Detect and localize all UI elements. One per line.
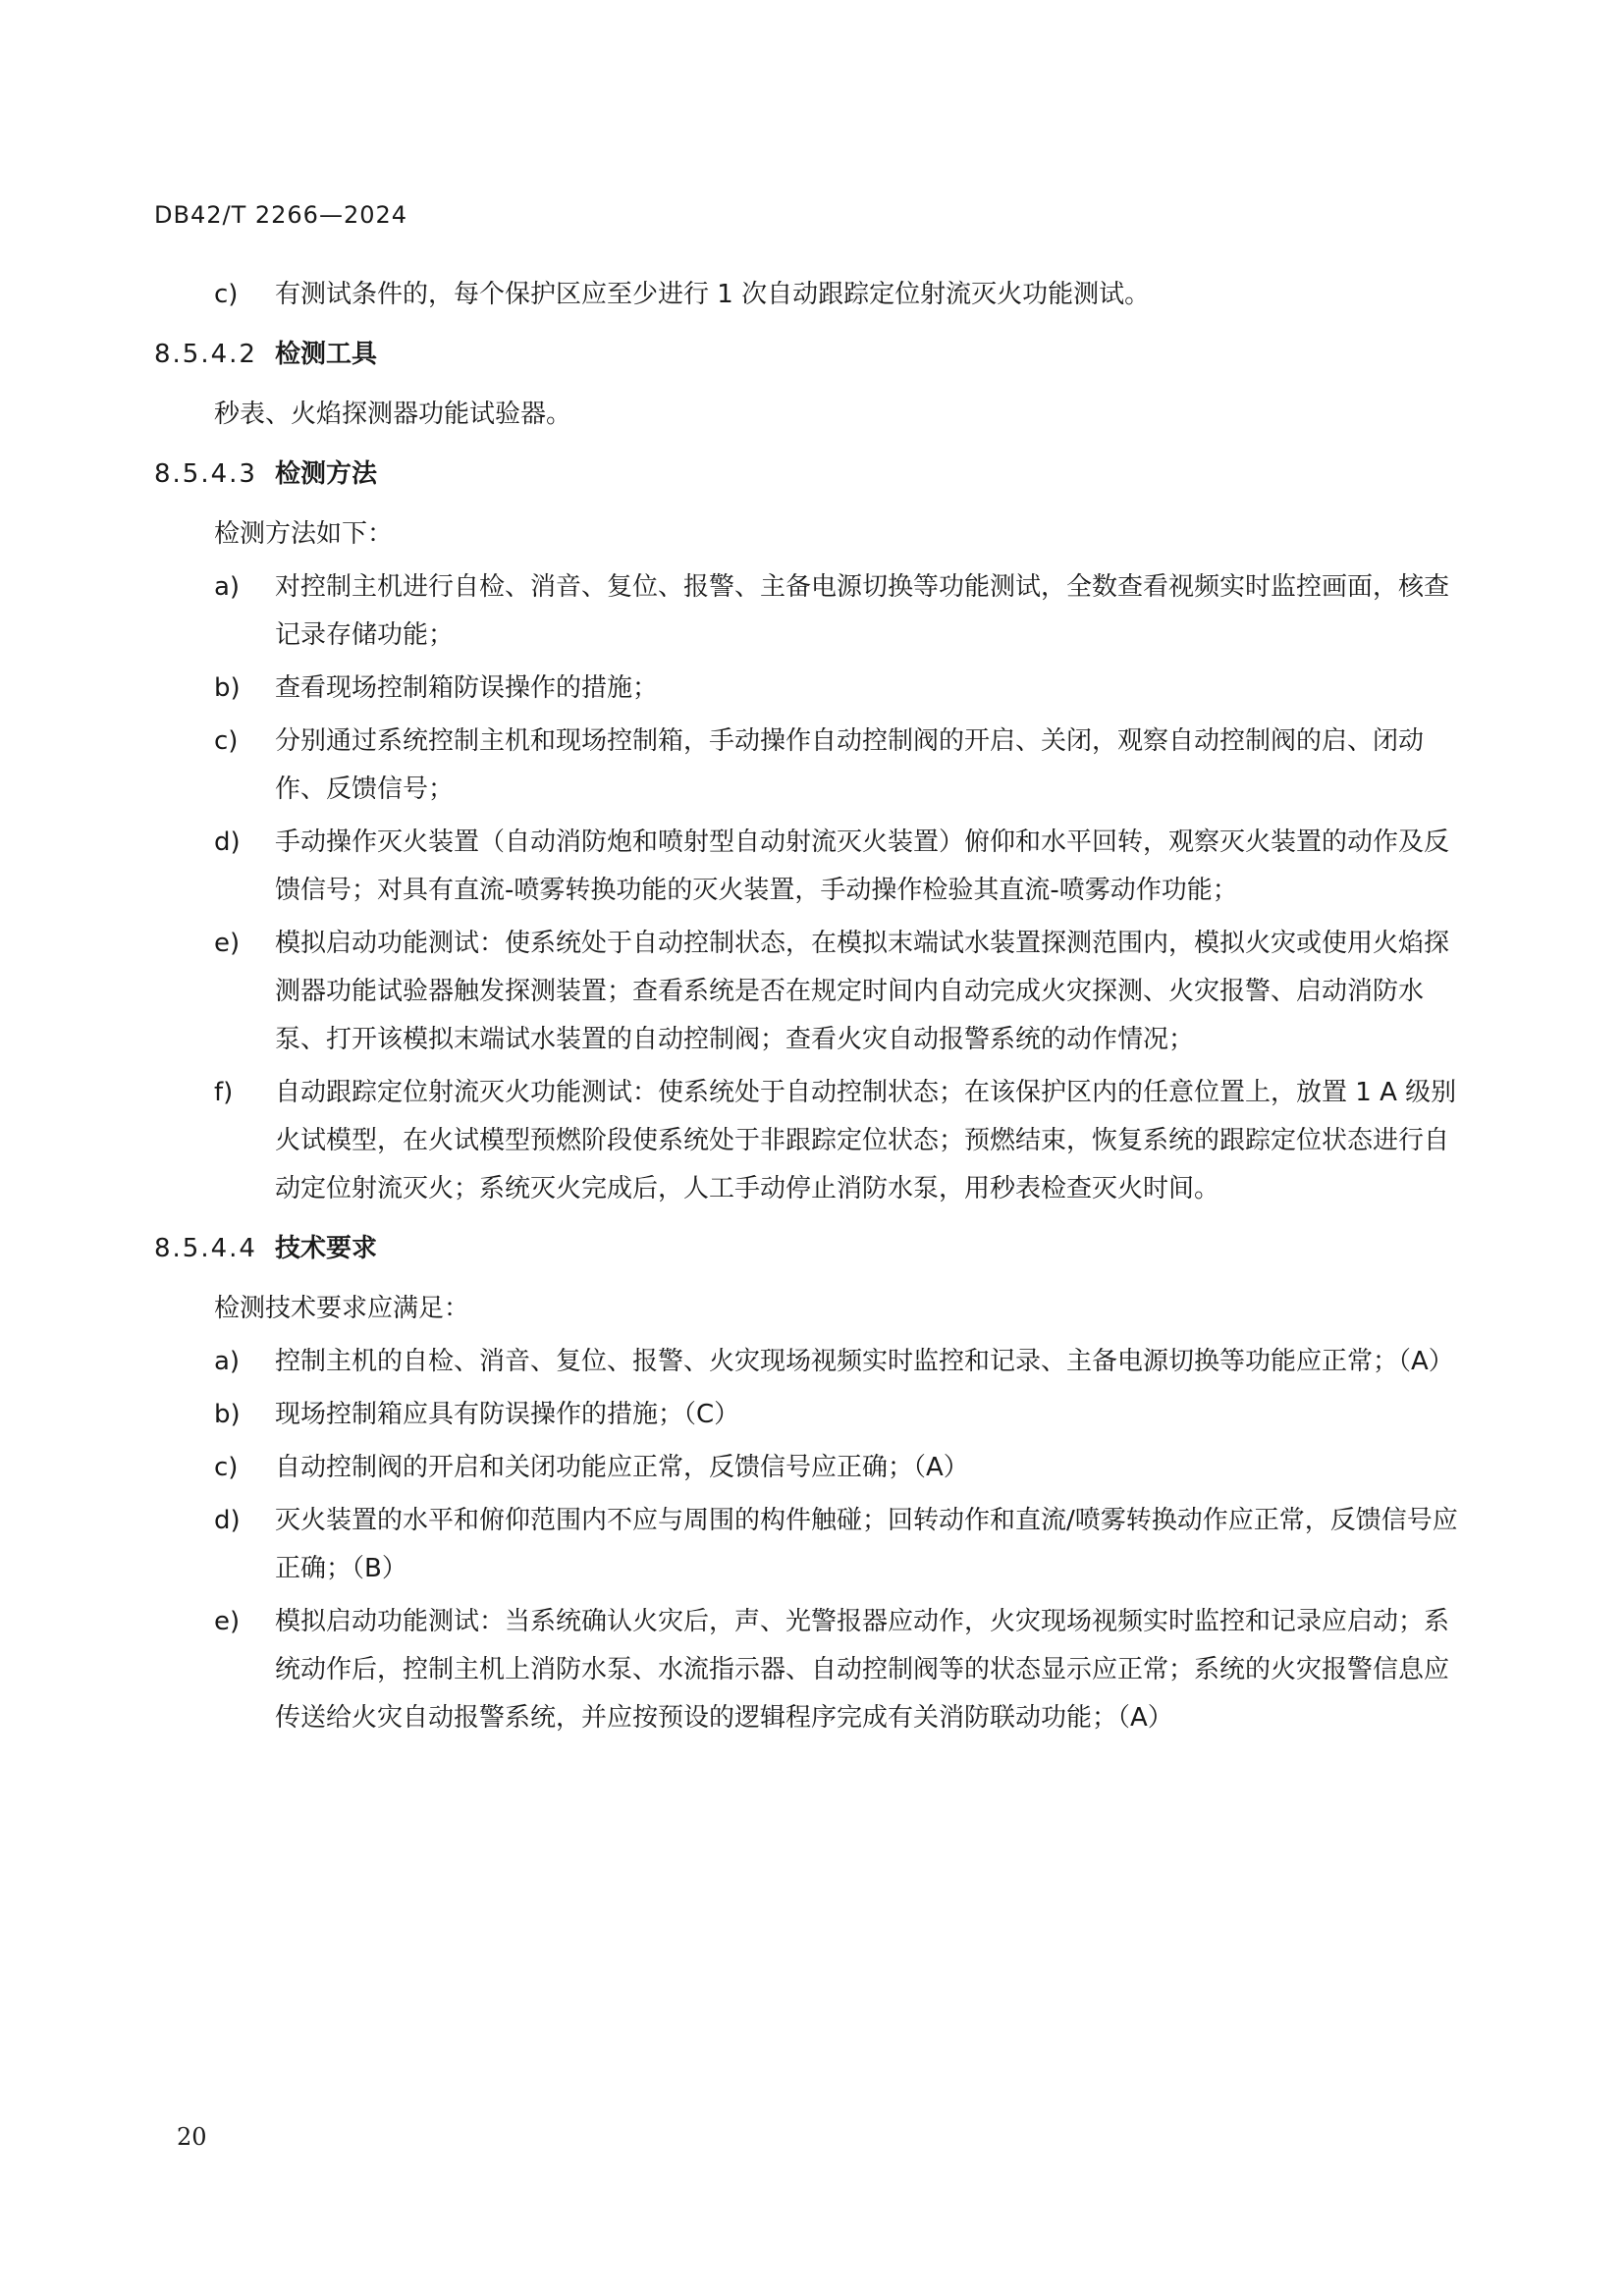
list-item-text: 对控制主机进行自检、消音、复位、报警、主备电源切换等功能测试，全数查看视频实时监控画面，核查记录存储功能； [275,572,1450,650]
section-heading-8-5-4-4 [154,1225,1460,1273]
document-code: DB42/T 2266—2024 [154,201,408,229]
section-intro: 检测方法如下： [214,519,394,549]
list-item [154,665,1460,713]
list-marker: a) [214,1347,241,1376]
list-marker: e) [214,929,241,958]
section-number: 8.5.4.3 [154,459,257,489]
list-marker: b) [214,673,241,703]
section-title: 检测方法 [275,459,378,489]
list-marker: d) [214,1506,241,1535]
list-item-text: 分别通过系统控制主机和现场控制箱，手动操作自动控制阀的开启、关闭，观察自动控制阀的启、闭动作、反馈信号； [275,726,1425,804]
list-item-text: 查看现场控制箱防误操作的措施； [275,673,659,703]
list-item-text: 自动控制阀的开启和关闭功能应正常，反馈信号应正确；（A） [275,1453,969,1482]
list-marker: e) [214,1607,241,1636]
list-marker: c) [214,726,239,756]
section-body: 秒表、火焰探测器功能试验器。 [214,400,572,429]
list-item [154,1598,1460,1742]
section-title: 检测工具 [275,340,378,369]
list-item-text: 手动操作灭火装置（自动消防炮和喷射型自动射流灭火装置）俯仰和水平回转，观察灭火装置的动作及反馈信号；对具有直流-喷雾转换功能的灭火装置，手动操作检验其直流-喷雾动作功能； [275,828,1450,905]
list-marker: c) [214,1453,239,1482]
section-number: 8.5.4.4 [154,1234,257,1263]
list-marker: a) [214,572,241,602]
list-item [154,563,1460,660]
list-item [154,920,1460,1064]
list-item [154,271,1460,319]
list-item-text: 自动跟踪定位射流灭火功能测试：使系统处于自动控制状态；在该保护区内的任意位置上，放置 1 A 级别火试模型，在火试模型预燃阶段使系统处于非跟踪定位状态；预燃结束，恢复系统的跟踪定位状态进行自动定位射流灭火；系统灭火完成后，人工手动停止消防水泵，用秒表检查灭火时间。 [275,1078,1457,1203]
section-heading-8-5-4-3 [154,451,1460,499]
list-item-text: 模拟启动功能测试：当系统确认火灾后，声、光警报器应动作，火灾现场视频实时监控和记录应启动；系统动作后，控制主机上消防水泵、水流指示器、自动控制阀等的状态显示应正常；系统的火灾报警信息应传送给火灾自动报警系统，并应按预设的逻辑程序完成有关消防联动功能；（A） [275,1607,1450,1733]
list-marker: d) [214,828,241,857]
list-item [154,1444,1460,1492]
list-item [154,819,1460,915]
list-item-text: 现场控制箱应具有防误操作的措施；（C） [275,1400,740,1429]
list-item-text: 模拟启动功能测试：使系统处于自动控制状态，在模拟末端试水装置探测范围内，模拟火灾或使用火焰探测器功能试验器触发探测装置；查看系统是否在规定时间内自动完成火灾探测、火灾报警、启动消防水泵、打开该模拟末端试水装置的自动控制阀；查看火灾自动报警系统的动作情况； [275,929,1450,1054]
list-item [154,1069,1460,1213]
page-number: 20 [177,2123,207,2151]
list-marker: f) [214,1078,234,1107]
page-content [154,271,1460,1747]
list-item-text: 有测试条件的，每个保护区应至少进行 1 次自动跟踪定位射流灭火功能测试。 [275,280,1151,309]
list-marker: c) [214,280,239,309]
list-item-text: 灭火装置的水平和俯仰范围内不应与周围的构件触碰；回转动作和直流/喷雾转换动作应正常，反馈信号应正确；（B） [275,1506,1458,1583]
section-intro: 检测技术要求应满足： [214,1294,470,1323]
section-number: 8.5.4.2 [154,340,257,369]
list-item [154,1338,1460,1386]
section-heading-8-5-4-2 [154,331,1460,379]
section-title: 技术要求 [275,1234,378,1263]
list-item [154,1497,1460,1593]
list-marker: b) [214,1400,241,1429]
list-item [154,1391,1460,1439]
list-item [154,718,1460,814]
list-item-text: 控制主机的自检、消音、复位、报警、火灾现场视频实时监控和记录、主备电源切换等功能应正常；（A） [275,1347,1454,1376]
